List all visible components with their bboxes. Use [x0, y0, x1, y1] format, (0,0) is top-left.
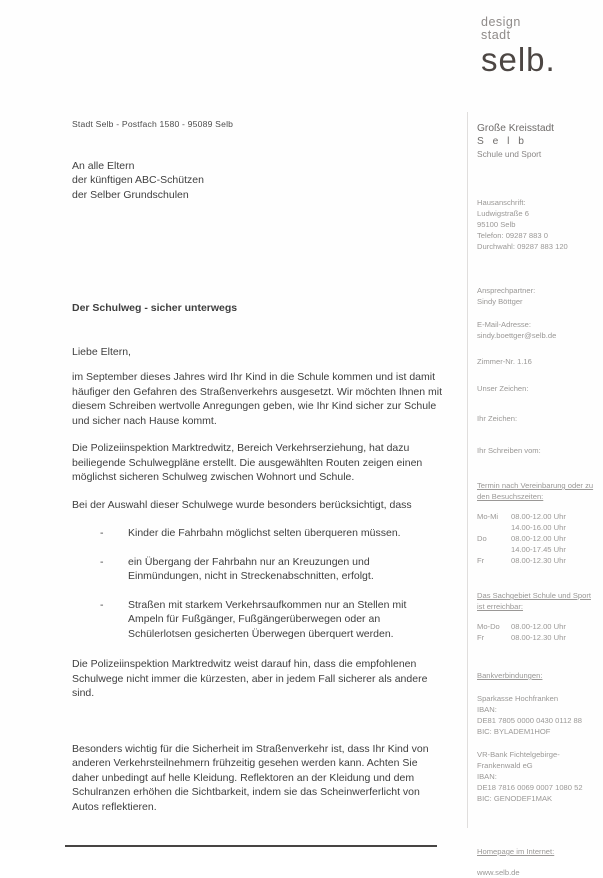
hours-row	[477, 544, 597, 555]
office-hours-heading: Das Sachgebiet Schule und Sport ist erreichbar:	[477, 591, 591, 611]
contact-label: Ansprechpartner:	[477, 286, 536, 295]
logo-line-design: design	[481, 15, 521, 29]
bic-value: BIC: BYLADEM1HOF	[477, 727, 551, 736]
hours-row	[477, 555, 597, 566]
office-hours-table	[477, 621, 597, 643]
dash-marker	[100, 598, 128, 642]
bic-value: BIC: GENODEF1MAK	[477, 794, 553, 803]
paragraph: Besonders wichtig für die Sicherheit im Straßenverkehr ist, dass Ihr Kind von anderen Verkehrsteilnehmern frühzeitig gesehen werden kann. Achten Sie daher unbedingt auf helle Kleidung. Reflektoren an der Kleidung und dem Schulranzen erhöhen die Sichtbarkeit, indem sie das Scheinwerferlicht von Autos reflektieren.	[72, 742, 429, 813]
hours-day: Mo-Mi	[477, 512, 499, 521]
hours-time: 14.00-16.00 Uhr	[511, 523, 566, 532]
sender-line: Stadt Selb - Postfach 1580 - 95089 Selb	[72, 119, 234, 129]
hours-row	[477, 621, 597, 632]
paragraph: Die Polizeiinspektion Marktredwitz, Bereich Verkehrserziehung, hat dazu beiliegende Schulwegpläne erstellt. Die ausgewählten Routen zeigen einen möglichst sicheren Schulweg zwischen Wohnort und Schule.	[72, 442, 423, 483]
hours-time: 08.00-12.00 Uhr	[511, 512, 566, 521]
your-reference-label: Ihr Zeichen:	[477, 414, 518, 423]
homepage-heading: Homepage im Internet:	[477, 847, 555, 856]
email-label: E-Mail-Adresse:	[477, 320, 532, 329]
city-logo	[481, 16, 556, 78]
hours-time: 08.00-12.00 Uhr	[511, 534, 566, 543]
recipient-block	[72, 159, 444, 203]
iban-label: IBAN:	[477, 772, 497, 781]
subject-line: Der Schulweg - sicher unterwegs	[72, 302, 238, 314]
hours-day: Do	[477, 534, 487, 543]
hours-time: 08.00-12.30 Uhr	[511, 556, 566, 565]
hours-time: 14.00-17.45 Uhr	[511, 545, 566, 554]
bank-name: Sparkasse Hochfranken	[477, 694, 559, 703]
paragraph: Die Polizeiinspektion Marktredwitz weist darauf hin, dass die empfohlenen Schulwege nicht immer die kürzesten, aber in jedem Fall sicherer als andere sind.	[72, 658, 428, 699]
hours-day	[477, 544, 511, 555]
visiting-hours-table	[477, 511, 597, 566]
iban-value: DE81 7805 0000 0430 0112 88	[477, 716, 582, 725]
org-block	[477, 122, 597, 161]
visiting-hours-heading: Termin nach Vereinbarung oder zu den Besuchszeiten:	[477, 481, 594, 501]
list-item-text: Kinder die Fahrbahn möglichst selten überqueren müssen.	[128, 527, 401, 539]
list-item-text: Straßen mit starkem Verkehrsaufkommen nur an Stellen mit Ampeln für Fußgänger, Fußgängerüberwegen oder an Schülerlotsen gesicherten Überwegen überquert werden.	[128, 598, 407, 640]
hours-day: Fr	[477, 556, 485, 565]
email-value: sindy.boettger@selb.de	[477, 331, 557, 340]
room-number: Zimmer-Nr. 1.16	[477, 357, 532, 366]
your-letter-label: Ihr Schreiben vom:	[477, 446, 541, 455]
phone-line: Telefon: 09287 883 0	[477, 231, 548, 240]
iban-value: DE18 7816 0069 0007 1080 52	[477, 783, 583, 792]
letter-body	[72, 117, 444, 814]
hours-row	[477, 522, 597, 533]
salutation: Liebe Eltern,	[72, 345, 131, 358]
list-item	[72, 526, 444, 541]
logo-line-selb: selb.	[481, 41, 556, 79]
contact-name: Sindy Böttger	[477, 297, 523, 306]
list-item-text: ein Übergang der Fahrbahn nur an Kreuzungen und Einmündungen, nicht in Streckenabschnitten, erfolgt.	[128, 555, 374, 582]
hours-time: 08.00-12.30 Uhr	[511, 633, 566, 642]
hours-row	[477, 533, 597, 544]
hours-row	[477, 511, 597, 522]
hours-row	[477, 632, 597, 643]
bullet-list	[72, 526, 444, 641]
contact-block	[477, 285, 597, 307]
homepage-url: www.selb.de	[477, 868, 520, 877]
hours-time: 08.00-12.00 Uhr	[511, 622, 566, 631]
org-department: Schule und Sport	[477, 149, 542, 159]
dash-marker	[100, 526, 128, 541]
paragraph: Bei der Auswahl dieser Schulwege wurde besonders berücksichtigt, dass	[72, 498, 412, 511]
hours-day	[477, 522, 511, 533]
bank-entry	[477, 693, 597, 737]
list-item	[72, 555, 444, 584]
email-block	[477, 319, 597, 341]
address-street: Ludwigstraße 6	[477, 209, 529, 218]
list-item	[72, 598, 444, 642]
bank-entry	[477, 749, 597, 804]
sidebar-divider	[467, 112, 468, 828]
sidebar	[477, 122, 597, 878]
address-block	[477, 197, 597, 252]
hours-day: Fr	[477, 633, 485, 642]
dash-marker	[100, 555, 128, 584]
bank-name: VR-Bank Fichtelgebirge-Frankenwald eG	[477, 750, 560, 770]
dial-line: Durchwahl: 09287 883 120	[477, 242, 568, 251]
org-name-line: S e l b	[477, 136, 527, 147]
logo-line-stadt: stadt	[481, 28, 511, 43]
recipient-line: der Selber Grundschulen	[72, 188, 189, 201]
org-name-line: Große Kreisstadt	[477, 123, 554, 134]
recipient-line: An alle Eltern	[72, 159, 135, 172]
paragraph: im September dieses Jahres wird Ihr Kind in die Schule kommen und ist damit häufiger den Gefahren des Straßenverkehrs ausgesetzt. Wir möchten Ihnen mit diesem Schreiben wertvolle Anregungen geben, wie Ihr Kind sicher zur Schule und sicher nach Hause kommt.	[72, 371, 443, 427]
recipient-line: der künftigen ABC-Schützen	[72, 174, 204, 186]
our-reference-label: Unser Zeichen:	[477, 384, 529, 393]
address-city: 95100 Selb	[477, 220, 516, 229]
bottom-rule	[65, 845, 437, 847]
iban-label: IBAN:	[477, 705, 497, 714]
bank-heading: Bankverbindungen:	[477, 671, 543, 680]
address-label: Hausanschrift:	[477, 198, 526, 207]
hours-day: Mo-Do	[477, 622, 500, 631]
